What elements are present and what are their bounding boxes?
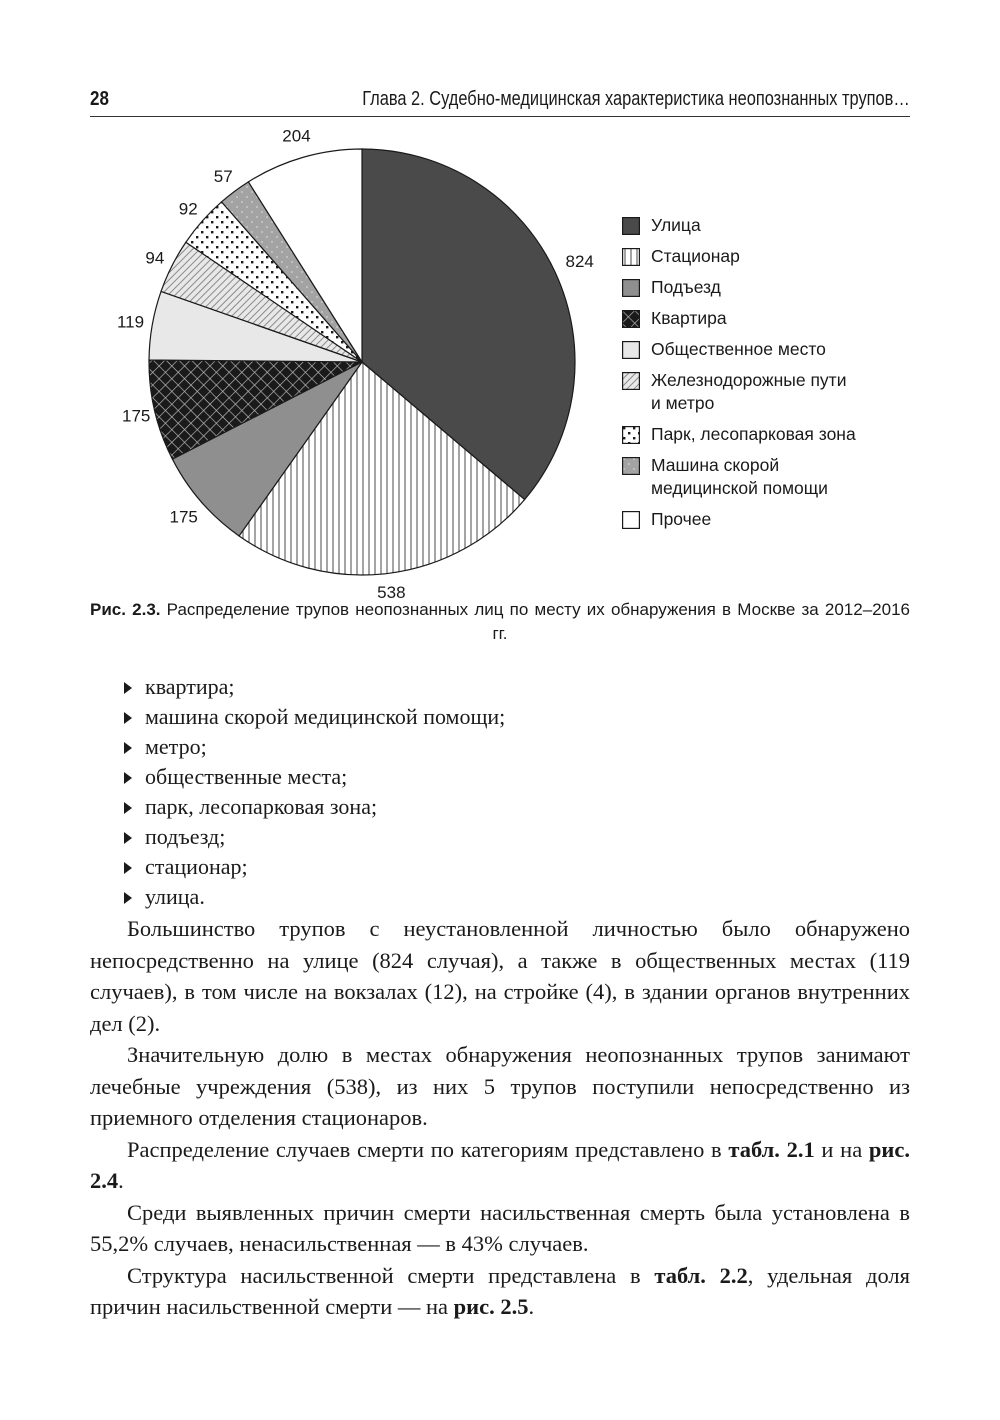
legend-label: Парк, лесопарковая зона — [651, 424, 856, 444]
triangle-bullet-icon — [124, 682, 132, 694]
legend-item — [622, 276, 856, 299]
legend-swatch-icon — [622, 217, 640, 235]
figure-caption — [90, 598, 910, 646]
triangle-bullet-icon — [124, 832, 132, 844]
legend-swatch-icon — [622, 426, 640, 444]
slice-value-label: 92 — [178, 199, 198, 219]
running-title: Глава 2. Судебно-медицинская характеристика неопознанных трупов… — [362, 88, 910, 110]
legend-label: Прочее — [651, 509, 712, 529]
bullet-item — [124, 792, 505, 822]
caption-label: Рис. 2.3. — [90, 600, 161, 619]
triangle-bullet-icon — [124, 742, 132, 754]
legend-swatch-icon — [622, 279, 640, 297]
chart-legend — [622, 214, 856, 539]
body-text — [90, 913, 910, 1323]
legend-item — [622, 423, 856, 446]
page-number: 28 — [90, 88, 109, 110]
paragraph-3-text-b: и на — [814, 1136, 869, 1162]
slice-value-label: 538 — [377, 583, 406, 603]
legend-item — [622, 454, 856, 500]
slice-value-label: 175 — [122, 406, 151, 426]
triangle-bullet-icon — [124, 772, 132, 784]
bullet-text: подъезд; — [145, 824, 226, 849]
slice-value-label: 175 — [169, 507, 198, 527]
legend-item — [622, 214, 856, 237]
legend-item — [622, 245, 856, 268]
paragraph-4: Среди выявленных причин смерти насильственная смерть была установлена в 55,2% случаев, ненасильственная — в 43% случаев. — [90, 1199, 910, 1256]
table-reference: табл. 2.1 — [728, 1136, 815, 1162]
legend-swatch-icon — [622, 310, 640, 328]
triangle-bullet-icon — [124, 712, 132, 724]
legend-label: Квартира — [651, 308, 727, 328]
bullet-text: метро; — [145, 734, 207, 759]
bullet-text: квартира; — [145, 674, 235, 699]
legend-swatch-icon — [622, 341, 640, 359]
triangle-bullet-icon — [124, 892, 132, 904]
bullet-item — [124, 702, 505, 732]
bullet-text: общественные места; — [145, 764, 348, 789]
pie-slices — [149, 149, 575, 575]
legend-swatch-icon — [622, 511, 640, 529]
table-reference: табл. 2.2 — [654, 1262, 748, 1288]
legend-item — [622, 338, 856, 361]
slice-value-label: 57 — [213, 167, 233, 187]
bullet-item — [124, 672, 505, 702]
caption-text: Распределение трупов неопознанных лиц по месту их обнаружения в Москве за 2012–2016 гг. — [160, 600, 910, 643]
paragraph-3 — [90, 1134, 910, 1197]
bullet-item — [124, 732, 505, 762]
paragraph-2: Значительную долю в местах обнаружения неопознанных трупов занимают лечебные учреждения (538), из них 5 трупов поступили непосредственно из приемного отделения стационаров. — [90, 1042, 910, 1130]
slice-value-label: 119 — [116, 312, 145, 332]
bullet-text: стационар; — [145, 854, 248, 879]
figure-reference: рис. 2.5 — [453, 1294, 529, 1319]
legend-label: Машина скорой — [651, 455, 780, 475]
slice-value-label: 824 — [565, 251, 594, 271]
pie-chart — [0, 126, 620, 603]
paragraph-3-text-c: . — [118, 1168, 124, 1193]
figure-reference: рис. 2.4 — [90, 1136, 910, 1193]
legend-label: Подъезд — [651, 277, 721, 297]
paragraph-3-text-a: Распределение случаев смерти по категориям представлено в — [127, 1136, 729, 1162]
bullet-text: машина скорой медицинской помощи; — [145, 704, 506, 729]
legend-label-continued: медицинской помощи — [651, 478, 828, 498]
legend-label: Улица — [651, 215, 701, 235]
legend-swatch-icon — [622, 372, 640, 390]
triangle-bullet-icon — [124, 862, 132, 874]
legend-label: Стационар — [651, 246, 740, 266]
legend-item — [622, 369, 856, 415]
legend-label: Железнодорожные пути — [651, 370, 847, 390]
paragraph-5-text-a: Структура насильственной смерти представлена в — [127, 1262, 655, 1288]
slice-value-label: 204 — [282, 126, 311, 146]
triangle-bullet-icon — [124, 802, 132, 814]
slice-value-label: 94 — [145, 248, 165, 268]
legend-swatch-icon — [622, 457, 640, 475]
legend-swatch-icon — [622, 248, 640, 266]
paragraph-1: Большинство трупов с неустановленной личностью было обнаружено непосредственно на улице (824 случая), а также в общественных местах (119 случаев), в том числе на вокзалах (12), на стройке (4), в здании органов внутренних дел (2). — [90, 916, 910, 1036]
paragraph-5-text-b: , удельная доля причин насильственной смерти — на — [90, 1262, 910, 1319]
paragraph-5 — [90, 1260, 910, 1323]
paragraph-5-text-c: . — [528, 1294, 535, 1319]
bullet-item — [124, 882, 505, 912]
bullet-item — [124, 822, 505, 852]
legend-item — [622, 307, 856, 330]
legend-item — [622, 508, 856, 531]
page-header — [90, 86, 910, 117]
bullet-item — [124, 852, 505, 882]
bullet-text: парк, лесопарковая зона; — [145, 794, 378, 819]
legend-label: Общественное место — [651, 339, 826, 359]
bullet-text: улица. — [145, 884, 205, 909]
legend-label-continued: и метро — [651, 393, 715, 413]
bullet-item — [124, 762, 505, 792]
bullet-list — [124, 672, 505, 912]
